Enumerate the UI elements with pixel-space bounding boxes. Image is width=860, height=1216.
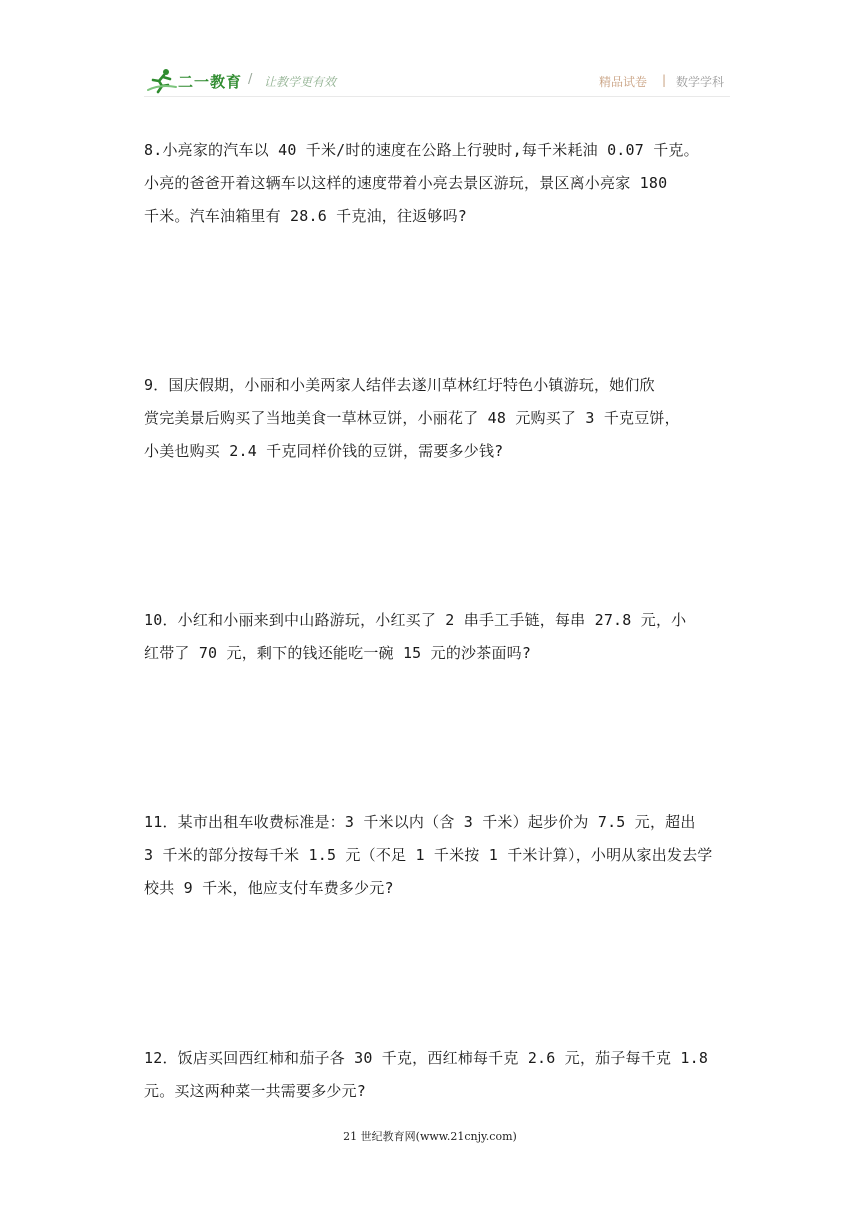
question-line: 元。买这两种菜一共需要多少元? bbox=[144, 1082, 367, 1100]
question-line: 赏完美景后购买了当地美食一草林豆饼，小丽花了 48 元购买了 3 千克豆饼， bbox=[144, 409, 680, 427]
page-header bbox=[0, 0, 860, 100]
question-line: 校共 9 千米，他应支付车费多少元? bbox=[144, 879, 394, 897]
question-10 bbox=[144, 604, 734, 670]
tag-premium-paper: 精品试卷 bbox=[599, 75, 648, 89]
header-slash: / bbox=[248, 72, 253, 87]
question-line: 10．小红和小丽来到中山路游玩，小红买了 2 串手工手链，每串 27.8 元，小 bbox=[144, 611, 687, 629]
question-line: 3 千米的部分按每千米 1.5 元（不足 1 千米按 1 千米计算），小明从家出发去学 bbox=[144, 846, 713, 864]
question-8 bbox=[144, 134, 734, 233]
brand-name: 二一教育 bbox=[178, 73, 243, 91]
header-divider bbox=[144, 96, 730, 97]
question-line: 11．某市出租车收费标准是：3 千米以内（含 3 千米）起步价为 7.5 元，超出 bbox=[144, 813, 696, 831]
question-line: 小亮的爸爸开着这辆车以这样的速度带着小亮去景区游玩，景区离小亮家 180 bbox=[144, 174, 668, 192]
tag-separator: | bbox=[662, 73, 667, 87]
question-line: 红带了 70 元，剩下的钱还能吃一碗 15 元的沙茶面吗? bbox=[144, 644, 532, 662]
question-9 bbox=[144, 369, 734, 468]
page-footer: 21 世纪教育网(www.21cnjy.com) bbox=[343, 1130, 517, 1143]
brand-slogan: 让教学更有效 bbox=[264, 75, 337, 89]
tag-subject: 数学学科 bbox=[676, 75, 725, 89]
question-12 bbox=[144, 1042, 734, 1108]
question-11 bbox=[144, 806, 734, 905]
question-line: 9．国庆假期，小丽和小美两家人结伴去遂川草林红圩特色小镇游玩，她们欣 bbox=[144, 376, 655, 394]
question-line: 小美也购买 2.4 千克同样价钱的豆饼，需要多少钱? bbox=[144, 442, 504, 460]
question-line: 千米。汽车油箱里有 28.6 千克油，往返够吗? bbox=[144, 207, 468, 225]
running-figure-logo-icon bbox=[146, 68, 178, 94]
question-line: 8.小亮家的汽车以 40 千米/时的速度在公路上行驶时,每千米耗油 0.07 千克。 bbox=[144, 141, 699, 159]
question-line: 12．饭店买回西红柿和茄子各 30 千克，西红柿每千克 2.6 元，茄子每千克 1.8 bbox=[144, 1049, 709, 1067]
